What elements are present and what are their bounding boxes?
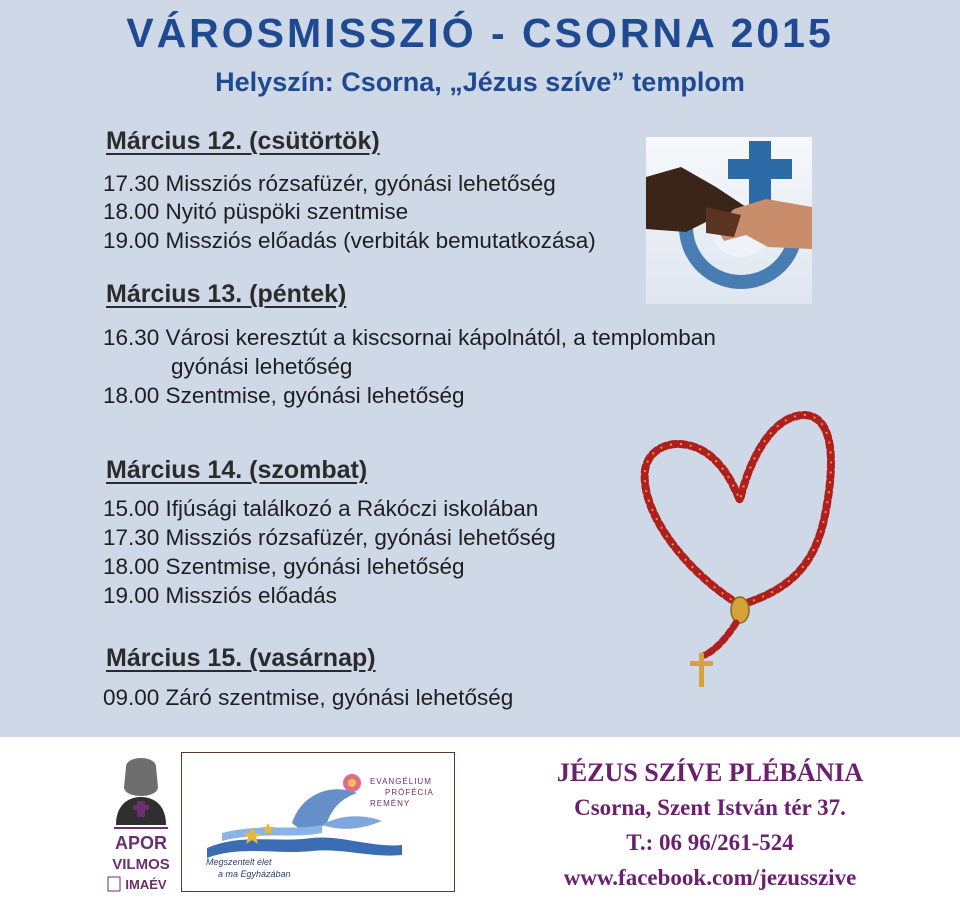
logo-word-evangelium: EVANGÉLIUM	[370, 777, 432, 786]
event-item: 17.30 Missziós rózsafüzér, gyónási lehetőség	[103, 171, 556, 196]
logo-word-remeny: REMÉNY	[370, 799, 411, 808]
parish-address: Csorna, Szent István tér 37.	[574, 795, 846, 820]
day-heading-march-13: Március 13. (péntek)	[106, 280, 347, 308]
event-item: 18.00 Szentmise, gyónási lehetőség	[103, 554, 465, 579]
logo-word-profecia: PRÓFÉCIA	[385, 788, 434, 797]
location-subtitle: Helyszín: Csorna, „Jézus szíve” templom	[215, 67, 745, 97]
apor-vilmos-logo	[106, 757, 176, 897]
rosary-icon	[630, 405, 845, 705]
vilmos-word: VILMOS	[112, 856, 170, 873]
event-item: 16.30 Városi keresztút a kiscsornai kápolnától, a templomban	[103, 325, 716, 350]
day-heading-march-12: Március 12. (csütörtök)	[106, 127, 380, 155]
handshake-cross-icon	[646, 137, 812, 304]
event-item-continuation: gyónási lehetőség	[171, 354, 353, 379]
day-heading-march-15: Március 15. (vasárnap)	[106, 644, 376, 672]
apor-word: APOR	[114, 833, 168, 853]
apor-vilmos-portrait-icon	[114, 758, 168, 829]
parish-name: JÉZUS SZÍVE PLÉBÁNIA	[556, 758, 864, 787]
event-item: 19.00 Missziós előadás	[103, 583, 337, 608]
event-item: 15.00 Ifjúsági találkozó a Rákóczi iskolában	[103, 496, 539, 521]
facebook-link[interactable]: www.facebook.com/jezusszive	[563, 865, 857, 890]
dove-icon	[292, 789, 382, 830]
logo-caption-line-1: Megszentelt élet	[206, 857, 272, 867]
consecrated-life-logo	[181, 752, 455, 892]
event-item: 09.00 Záró szentmise, gyónási lehetőség	[103, 685, 514, 710]
event-item: 19.00 Missziós előadás (verbiták bemutatkozása)	[103, 228, 596, 253]
imaev-word: IMAÉV	[125, 877, 167, 892]
event-item: 18.00 Nyitó püspöki szentmise	[103, 199, 409, 224]
logo-caption-line-2: a ma Egyházában	[218, 869, 291, 879]
parish-phone: T.: 06 96/261-524	[626, 830, 794, 855]
day-heading-march-14: Március 14. (szombat)	[106, 456, 368, 484]
event-item: 18.00 Szentmise, gyónási lehetőség	[103, 383, 465, 408]
page-title: VÁROSMISSZIÓ - CSORNA 2015	[126, 10, 834, 56]
event-item: 17.30 Missziós rózsafüzér, gyónási lehetőség	[103, 525, 556, 550]
